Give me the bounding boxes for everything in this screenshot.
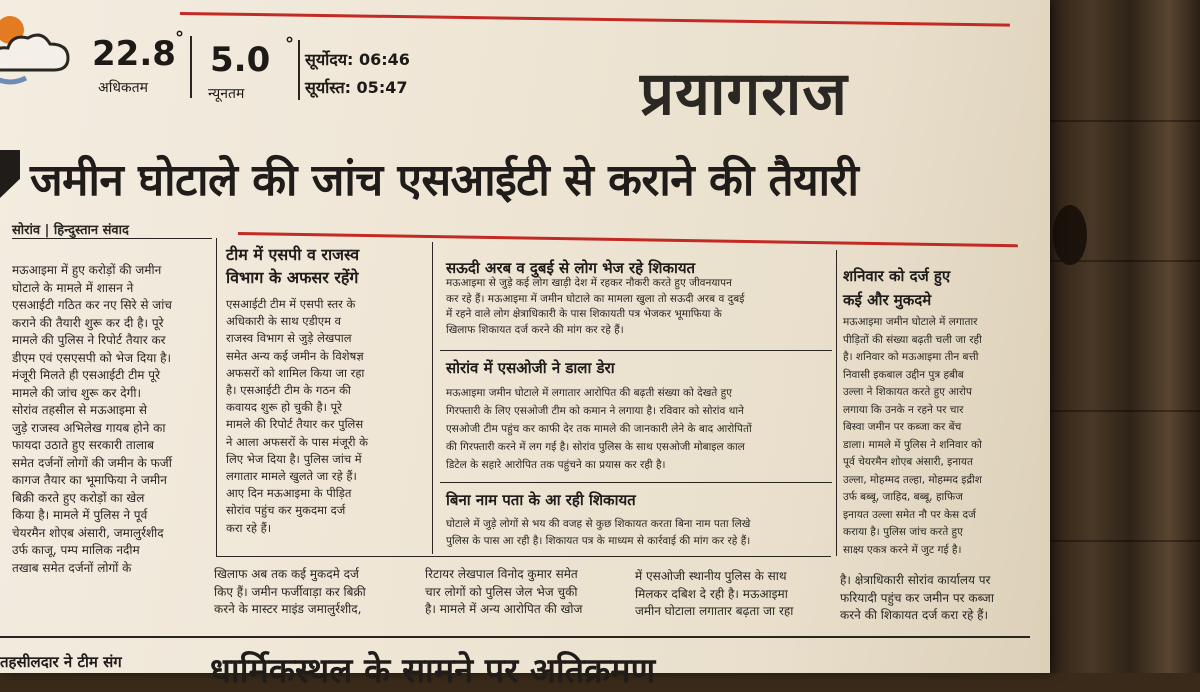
box5-body [843, 314, 982, 559]
text-line: अफसरों को शामिल किया जा रहा [226, 365, 365, 380]
text-line: एसआईटी गठित कर नए सिरे से जांच [12, 298, 172, 312]
text-line: में रहने वाले लोग क्षेत्राधिकारी के पास शिकायती पत्र भेजकर भूमाफिया के [446, 308, 722, 320]
text-line: है। शनिवार को मऊआइमा तीन बत्ती [843, 351, 979, 363]
text-line: रिटायर लेखपाल विनोद कुमार समेत [425, 567, 578, 581]
byline-rule [12, 238, 212, 239]
text-line: बिस्वा जमीन पर कब्जा कर बेंच [843, 421, 962, 433]
text-line: फायदा उठाते हुए सरकारी तालाब [12, 438, 154, 452]
text-line: मऊआइमा में हुए करोड़ों की जमीन [12, 263, 162, 277]
text-line: घोटाले में जुड़े लोगों से भय की वजह से कुछ शिकायत करता बिना नाम पता लिखे [446, 518, 751, 530]
text-line: मामले की रिपोर्ट तैयार कर पुलिस [226, 417, 364, 432]
bottom-column-1 [214, 566, 366, 619]
box4-body [446, 516, 750, 550]
text-line: उर्फ काजू, पम्प मालिक नदीम [12, 543, 140, 557]
bottom-column-2 [425, 566, 582, 619]
text-line: इनायत उल्ला समेत नौ पर केस दर्ज [843, 508, 976, 521]
text-line: ने आला अफसरों के पास मंजूरी के [226, 434, 368, 449]
text-line: कवायद शुरू हो चुकी है। पूरे [226, 400, 342, 415]
next-story-fragment: तहसीलदार ने टीम संग [0, 653, 122, 671]
column-1 [12, 262, 172, 577]
table-hole [1053, 205, 1087, 265]
box-border-bottom [216, 556, 831, 557]
text-line: पुलिस के पास आ रही है। शिकायत पत्र के माध्यम से कार्रवाई की मांग कर रहे हैं। [446, 535, 751, 547]
text-line: लगातार मामले खुलते जा रहे हैं। [226, 469, 357, 484]
text-line: डाला। मामले में पुलिस ने शनिवार को [843, 438, 982, 451]
next-headline-fragment: धार्मिकस्थल के सामने पर अतिक्रमण [210, 651, 656, 691]
weather-divider [298, 40, 300, 100]
text-line: की गिरफ्तारी करने में लग गई है। सोरांव पुलिस के साथ एसओजी मोबाइल काल [446, 441, 745, 453]
cloud-sun-icon [0, 8, 80, 88]
min-temp: 5.0 [210, 40, 271, 80]
text-line: मामले की जांच शुरू कर देगी। [12, 385, 142, 400]
degree-symbol: ° [285, 34, 294, 55]
text-line: तखाब समेत दर्जनों लोगों के [12, 560, 132, 575]
text-line: चार लोगों को पुलिस जेल भेज चुकी [425, 584, 578, 599]
box-divider [836, 250, 837, 556]
box-divider [432, 242, 433, 554]
text-line: सोरांव पहुंच कर मुकदमा दर्ज [226, 503, 346, 518]
box1-body [226, 296, 368, 537]
box1-title-2: विभाग के अफसर रहेंगे [226, 268, 359, 287]
text-line: उर्फ बब्बू, जाहिद, बब्बू, हाफिज [843, 491, 963, 503]
bottom-column-4 [840, 572, 994, 625]
text-line: डिटेल के सहारे आरोपित तक पहुंचने का प्रयास कर रही है। [446, 459, 666, 471]
text-line: निवासी इकबाल उद्दीन पुत्र हबीब [843, 368, 964, 381]
box-divider [440, 482, 832, 483]
text-line: करने के मास्टर माइंड जमालुर्रशीद, [214, 602, 362, 616]
text-line: मंजूरी मिलते ही एसआईटी टीम पूरे [12, 368, 161, 382]
box2-title: सऊदी अरब व दुबई से लोग भेज रहे शिकायत [446, 259, 696, 277]
text-line: डीएम एवं एसएसपी को भेज दिया है। [12, 350, 172, 365]
text-line: मऊआइमा जमीन घोटाले में लगातार आरोपित की बढ़ती संख्या को देखते हुए [446, 387, 732, 399]
box1-title: टीम में एसपी व राजस्व [226, 245, 360, 264]
min-label: न्यूनतम [208, 86, 245, 102]
text-line: कराने की तैयारी शुरू कर दी है। पूरे [12, 315, 164, 330]
box5-title: शनिवार को दर्ज हुए [843, 267, 951, 285]
text-line: किए हैं। जमीन फर्जीवाड़ा कर बिक्री [214, 584, 366, 599]
text-line: उल्ला ने शिकायत करते हुए आरोप [843, 386, 972, 398]
section-rule [0, 636, 1030, 638]
text-line: साक्ष्य एकत्र करने में जुट गई है। [843, 543, 962, 556]
text-line: फरियादी पहुंच कर जमीन पर कब्जा [840, 590, 994, 605]
text-line: आए दिन मऊआइमा के पीड़ित [226, 486, 352, 501]
text-line: करने की शिकायत दर्ज करा रहे हैं। [840, 608, 989, 622]
text-line: में एसओजी स्थानीय पुलिस के साथ [635, 569, 787, 583]
text-line: बिक्री करते हुए करोड़ों का खेल [12, 490, 145, 505]
max-temp: 22.8 [92, 34, 176, 74]
text-line: जमीन घोटाला लगातार बढ़ता जा रहा [635, 604, 794, 618]
text-line: जुड़े राजस्व अभिलेख गायब होने का [12, 420, 166, 435]
box-divider [440, 350, 832, 351]
text-line: मऊआइमा से जुड़े कई लोग खाड़ी देश में रहकर नौकरी करते हुए जीवनयापन [446, 277, 732, 289]
max-label: अधिकतम [98, 80, 149, 96]
sunset: सूर्यास्त: 05:47 [305, 78, 408, 97]
text-line: पीड़ितों की संख्या बढ़ती चली जा रही [843, 333, 982, 346]
main-headline: जमीन घोटाले की जांच एसआईटी से कराने की तैयारी [30, 155, 859, 206]
text-line: पूर्व चेयरमैन शोएब अंसारी, इनायत [843, 456, 973, 468]
text-line: अधिकारी के साथ एडीएम व [226, 314, 342, 329]
wooden-table [1045, 0, 1200, 673]
top-red-rule [180, 12, 1010, 27]
text-line: उल्ला, मोहम्मद तल्हा, मोहम्मद इद्रीश [843, 473, 982, 486]
degree-symbol: ° [175, 28, 184, 49]
text-line: मामले की पुलिस ने रिपोर्ट तैयार कर [12, 333, 166, 347]
text-line: राजस्व विभाग से जुड़े लेखपाल [226, 331, 352, 346]
text-line: लिए भेज दिया है। पुलिस जांच में [226, 451, 362, 466]
box2-body [446, 276, 744, 338]
text-line: करा रहे हैं। [226, 520, 272, 535]
box5-title-2: कई और मुकदमे [843, 291, 932, 309]
text-line: समेत दर्जनों लोगों की जमीन के फर्जी [12, 455, 172, 470]
text-line: है। एसआईटी टीम के गठन की [226, 383, 351, 398]
text-line: सोरांव तहसील से मऊआइमा से [12, 403, 147, 417]
text-line: खिलाफ अब तक कई मुकदमे दर्ज [214, 567, 359, 581]
headline-fragment-mark [0, 150, 20, 198]
text-line: है। मामले में अन्य आरोपित की खोज [425, 602, 583, 616]
city-masthead: प्रयागराज [640, 59, 848, 129]
text-line: एसआईटी टीम में एसपी स्तर के [226, 297, 356, 311]
box3-title: सोरांव में एसओजी ने डाला डेरा [446, 359, 615, 377]
weather-divider [190, 36, 192, 98]
text-line: कर रहे हैं। मऊआइमा में जमीन घोटाले का मामला खुला तो सऊदी अरब व दुबई [446, 292, 745, 305]
text-line: कराया है। पुलिस जांच करते हुए [843, 526, 963, 538]
text-line: लगाया कि उनके न रहने पर चार [843, 403, 964, 416]
text-line: किया है। मामले में पुलिस ने पूर्व [12, 508, 148, 522]
text-line: मिलकर दबिश दे रही है। मऊआइमा [635, 586, 788, 601]
text-line: खिलाफ शिकायत दर्ज करने की मांग कर रहे हैं। [446, 323, 624, 336]
text-line: गिरफ्तारी के लिए एसओजी टीम को कमान ने लगाया है। रविवार को सोरांव थाने [446, 405, 744, 417]
text-line: मऊआइमा जमीन घोटाले में लगातार [843, 316, 978, 328]
byline: सोरांव | हिन्दुस्तान संवाद [12, 223, 129, 238]
sunrise: सूर्योदय: 06:46 [305, 50, 410, 69]
text-line: एसओजी टीम पहुंच कर काफी देर तक मामले की जानकारी लेने के बाद आरोपितों [446, 423, 752, 435]
text-line: समेत अन्य कई जमीन के विशेषज्ञ [226, 348, 364, 363]
text-line: है। क्षेत्राधिकारी सोरांव कार्यालय पर [840, 573, 991, 587]
text-line: घोटाले के मामले में शासन ने [12, 280, 134, 295]
text-line: चेयरमैन शोएब अंसारी, जमालुर्रशीद [12, 525, 164, 540]
box-border-left [216, 238, 217, 556]
box3-body [446, 384, 752, 474]
bottom-column-3 [635, 568, 793, 621]
text-line: कागज तैयार का भूमाफिया ने जमीन [12, 473, 167, 487]
box4-title: बिना नाम पता के आ रही शिकायत [446, 491, 636, 509]
